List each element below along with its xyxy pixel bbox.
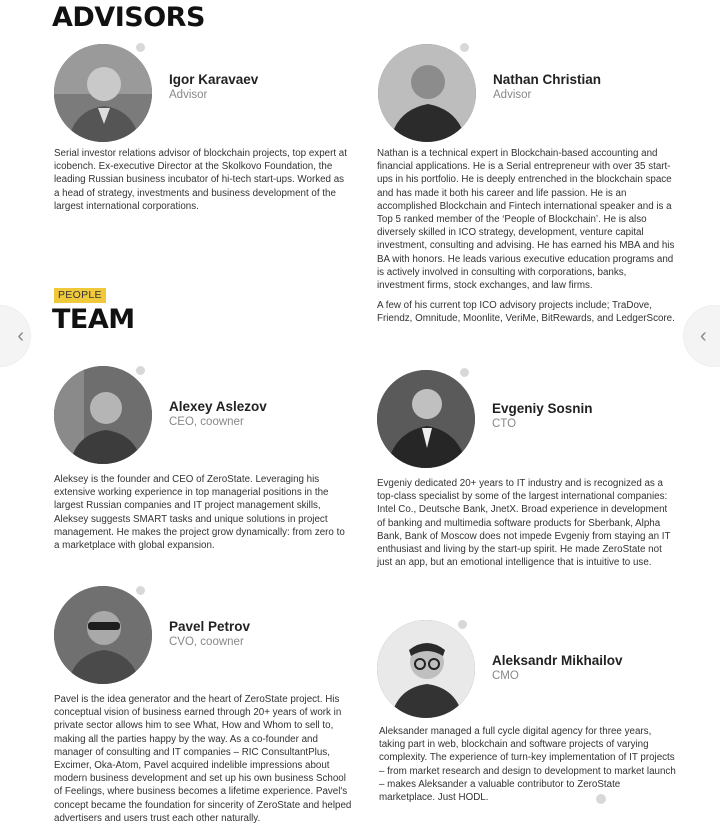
person-name: Nathan Christian [493, 72, 602, 87]
decor-dot [596, 794, 606, 804]
person-role: Advisor [169, 89, 208, 101]
decor-dot [460, 368, 469, 377]
carousel-next-button[interactable] [684, 306, 720, 366]
carousel-prev-button[interactable] [0, 306, 30, 366]
team-heading: TEAM [52, 304, 135, 335]
person-bio: Aleksey is the founder and CEO of ZeroState. Leveraging his extensive working experience in top managerial positions in the largest Russian companies and IT project management skills, Aleksey suggests SMART tasks and unique solutions in project management. He makes the project grow dynamically: from zero to a marketplace with global expansion. [54, 474, 345, 552]
person-bio: Nathan is a technical expert in Blockchain-based accounting and financial applications. He is a Serial entrepreneur with over 35 start-ups in his portfolio. He is deeply entrenched in the blockchain space and has made it both his career and life passion. He is an accomplished Blockchain and Fintech international speaker and is a Top 5 ranked member of the ‘People of Blockchain’. He is also diversely skilled in ICO strategy, development, venture capital investment, consulting and advising. He has earned his MBA and his BA with honors. He leads various executive education programs and is actively involved in consulting with corporations, banks, investment firms, stock exchanges, and law firms. [377, 148, 675, 292]
decor-dot [136, 43, 145, 52]
chevron-left-icon: ‹ [700, 324, 707, 347]
person-role: Advisor [493, 89, 532, 101]
people-badge: PEOPLE [54, 288, 106, 303]
person-name: Evgeniy Sosnin [492, 401, 593, 416]
person-name: Alexey Aslezov [169, 399, 267, 414]
person-bio: Pavel is the idea generator and the heart of ZeroState project. His conceptual vision of business earned through 20+ years of work in private sector allows him to see What, How and Whom to sell to, making all the parties happy by the way. As a co-founder and manager of consulting and IT companies – RIC ConsultantPlus, Excimer, Oka-Atom, Pavel acquired indelible impressions about modern business development and set up his own business School of Feelings, where business becomes a lifetime experience. Pavel's concept became the foundation for sincerity of ZeroState and helped advertisers and users trust each other naturally. [54, 694, 352, 824]
avatar [377, 620, 475, 718]
decor-dot [458, 620, 467, 629]
avatar [378, 44, 476, 142]
advisors-heading: ADVISORS [52, 2, 205, 33]
person-name: Pavel Petrov [169, 619, 251, 634]
person-bio-block [377, 147, 675, 326]
decor-dot [136, 586, 145, 595]
avatar [54, 44, 152, 142]
person-bio: Aleksander managed a full cycle digital agency for three years, taking part in web, blockchain and software projects of varying complexity. The experience of turn-key implementation of IT projects – from market research and design to development to market launch – makes Aleksander a valuable contributor to ZeroState marketplace. Just HODL. [379, 726, 676, 804]
chevron-left-icon: ‹ [17, 324, 24, 347]
person-role: CMO [492, 670, 519, 682]
avatar [54, 586, 152, 684]
person-role: CVO, coowner [169, 636, 244, 648]
person-bio-projects: A few of his current top ICO advisory projects include; TraDove, Friendz, Omnitude, Moonlite, VeriMe, BitRewards, and LedgerScore. [377, 300, 675, 325]
person-bio: Serial investor relations advisor of blockchain projects, top expert at icobench. Ex-executive Director at the Skolkovo Foundation, the leading Russian business incubator of hi-tech start-ups. Worked as a head of strategy, investments and business development of the largest international corporations. [54, 148, 347, 212]
person-role: CTO [492, 418, 517, 430]
decor-dot [136, 366, 145, 375]
person-role: CEO, coowner [169, 416, 244, 428]
avatar [377, 370, 475, 468]
person-bio: Evgeniy dedicated 20+ years to IT industry and is recognized as a top-class specialist by some of the largest international companies: Intel Co., Deutsche Bank, JnetX. Broad experience in development of banking and multimedia software products for Sberbank, Alpha Bank, Bank of Moscow does not impede Evgeniy from staying an IT enthusiast and living by the start-up spirit. He made ZeroState not just an app, but an emotional intelligence that is intuitive to use. [377, 478, 671, 569]
person-name: Aleksandr Mikhailov [492, 653, 623, 668]
person-name: Igor Karavaev [169, 72, 259, 87]
avatar [54, 366, 152, 464]
decor-dot [460, 43, 469, 52]
